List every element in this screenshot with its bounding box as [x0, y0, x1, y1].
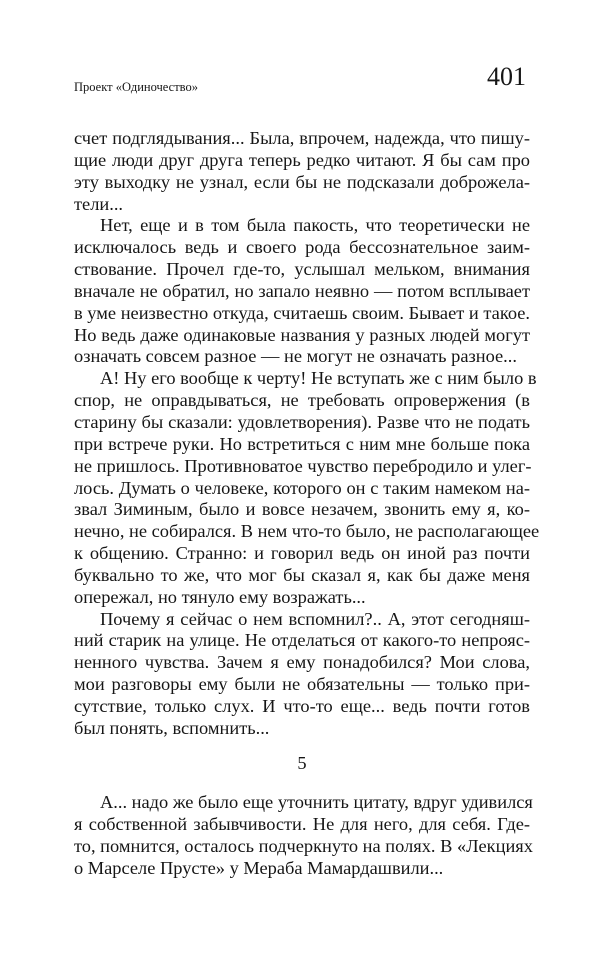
text-line: вначале не обратил, но запало неявно — потом всплывает [74, 280, 530, 301]
text-line: означать совсем разное — не могут не означать разное... [74, 346, 517, 367]
text-line: буквально то же, что мог бы сказал я, как бы даже меня [74, 564, 530, 585]
text-line: ненного чувства. Зачем я ему понадобился? Мои слова, [74, 652, 530, 673]
text-line: опережал, но тянуло ему возражать... [74, 586, 366, 607]
text-line: спор, не оправдываться, не требовать опровержения (в [74, 390, 530, 411]
body-text-part-2 [74, 792, 533, 879]
text-line: то, помнится, осталось подчеркнуто на полях. В «Лекциях [74, 835, 533, 856]
text-line: ствование. Прочел где-то, услышал мельком, внимания [74, 259, 530, 280]
text-line: А... надо же было еще уточнить цитату, вдруг удивился [100, 792, 533, 812]
section-number: 5 [297, 753, 307, 773]
text-line: не пришлось. Противноватое чувство перебродило и улег- [74, 455, 532, 476]
text-line: в уме неизвестно откуда, считаешь своим. Бывает и такое. [74, 302, 530, 323]
text-line: был понять, вспомнить... [74, 717, 270, 738]
text-line: мои разговоры ему были не обязательны — только при- [74, 674, 530, 695]
text-line: лось. Думать о человеке, которого он с таким намеком на- [74, 477, 530, 498]
text-line: щие люди друг друга теперь редко читают. Я бы сам про [74, 149, 530, 170]
running-head: Проект «Одиночество» [74, 80, 198, 94]
text-line: счет подглядывания... Была, впрочем, надежда, что пишу- [74, 128, 530, 148]
text-line: Нет, еще и в том была пакость, что теоретически не [100, 215, 530, 236]
text-line: звал Зиминым, было и вовсе незачем, звонить ему я, ко- [74, 499, 530, 520]
text-line: Но ведь даже одинаковые названия у разных людей могут [74, 324, 530, 345]
text-line: А! Ну его вообще к черту! Не вступать же с ним было в [100, 368, 537, 389]
text-line: тели... [74, 193, 124, 214]
text-line: при встрече руки. Но встретиться с ним мне больше пока [74, 433, 530, 454]
text-line: о Марселе Прусте» у Мераба Мамардашвили... [74, 857, 444, 878]
text-line: ний старик на улице. Не отделаться от какого-то непрояс- [74, 630, 530, 651]
text-line: сутствие, только слух. И что-то еще... ведь почти готов [74, 695, 530, 716]
text-line: исключалось ведь и своего рода бессознательное заим- [74, 237, 530, 258]
text-line: к общению. Странно: и говорил ведь он иной раз почти [74, 543, 530, 564]
text-line: старину бы сказали: удовлетворения). Разве что не подать [74, 411, 530, 432]
text-line: Почему я сейчас о нем вспомнил?.. А, этот сегодняш- [100, 608, 530, 629]
body-text-part-1 [74, 128, 540, 740]
text-line: эту выходку не узнал, если бы не подсказали доброжела- [74, 171, 530, 192]
page-number: 401 [487, 62, 526, 91]
text-line: нечно, не собирался. В нем что-то было, не располагающее [74, 521, 540, 542]
text-line: я собственной забывчивости. Не для него, для себя. Где- [74, 813, 530, 834]
